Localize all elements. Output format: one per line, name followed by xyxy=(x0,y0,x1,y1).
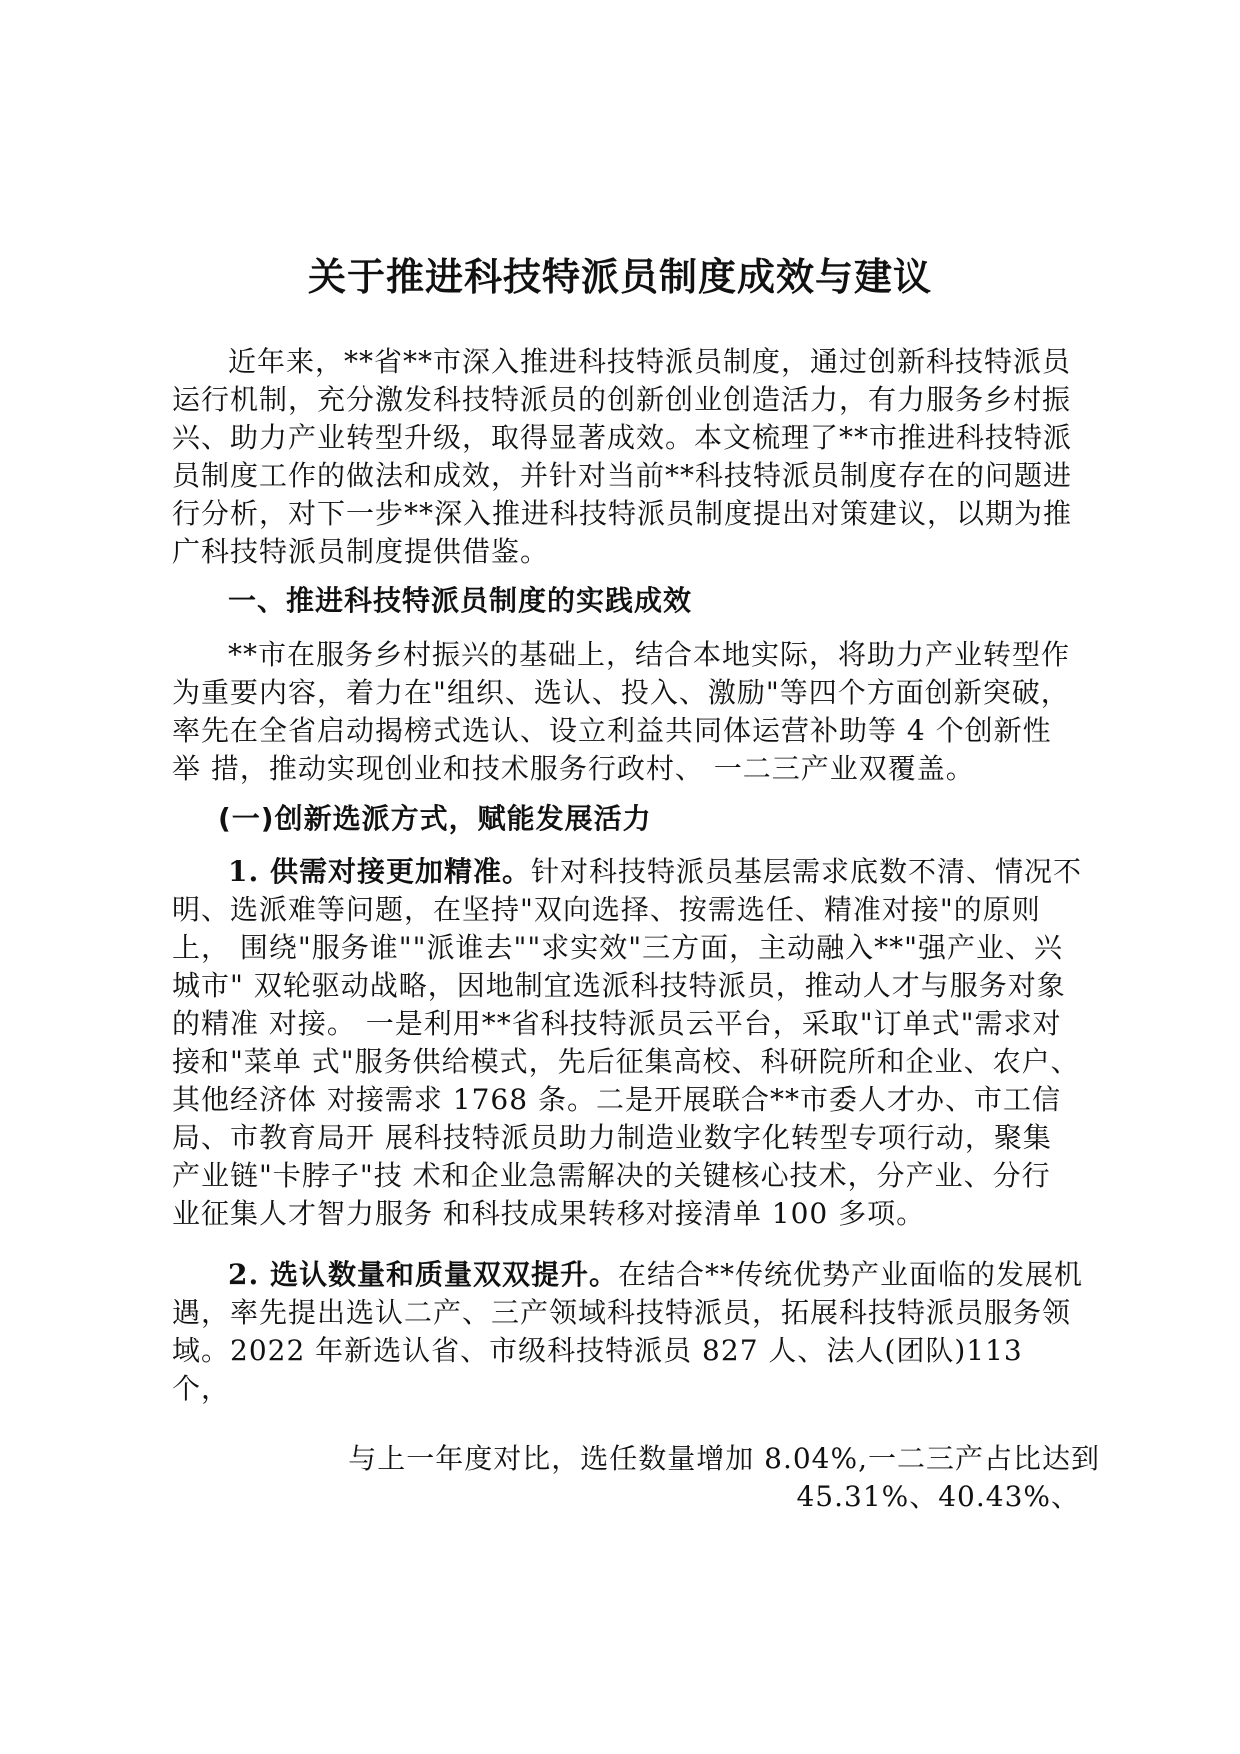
item1-line-3: 上， 围绕"服务谁""派谁去""求实效"三方面，主动融入**"强产业、兴 xyxy=(172,931,1064,964)
intro-line-4: 员制度工作的做法和成效，并针对当前**科技特派员制度存在的问题进 xyxy=(172,459,1073,492)
document-title: 关于推进科技特派员制度成效与建议 xyxy=(307,255,932,299)
subsection-heading-1: (一)创新选派方式，赋能发展活力 xyxy=(218,802,652,835)
section1-line-3: 率先在全省启动揭榜式选认、设立利益共同体运营补助等 4 个创新性 xyxy=(172,714,1052,747)
item2-line-4: 个， xyxy=(172,1372,231,1405)
section1-line-2: 为重要内容，着力在"组织、选认、投入、激励"等四个方面创新突破， xyxy=(172,676,1070,709)
item2-first-line xyxy=(228,1256,1083,1294)
item1-line-7: 其他经济体 对接需求 1768 条。二是开展联合**市委人才办、市工信 xyxy=(172,1083,1061,1116)
item1-line-4: 城市" 双轮驱动战略，因地制宜选派科技特派员，推动人才与服务对象 xyxy=(172,969,1066,1002)
item1-line-2: 明、选派难等问题，在坚持"双向选择、按需选任、精准对接"的原则 xyxy=(172,893,1041,926)
intro-line-6: 广科技特派员制度提供借鉴。 xyxy=(172,535,550,568)
item1-lead: 1. 供需对接更加精准。 xyxy=(228,855,531,888)
item2-line-3: 域。2022 年新选认省、市级科技特派员 827 人、法人(团队)113 xyxy=(172,1334,1023,1367)
item1-line-10: 业征集人才智力服务 和科技成果转移对接清单 100 多项。 xyxy=(172,1197,926,1230)
intro-line-5: 行分析，对下一步**深入推进科技特派员制度提出对策建议，以期为推 xyxy=(172,497,1073,530)
tail-line-2: 45.31%、40.43%、 xyxy=(796,1480,1080,1513)
section1-line-1: **市在服务乡村振兴的基础上，结合本地实际，将助力产业转型作 xyxy=(228,638,1071,671)
item2-line-2: 遇，率先提出选认二产、三产领域科技特派员，拓展科技特派员服务领 xyxy=(172,1296,1072,1329)
item1-first-rest: 针对科技特派员基层需求底数不清、情况不 xyxy=(530,855,1082,888)
item1-line-9: 产业链"卡脖子"技 术和企业急需解决的关键核心技术，分产业、分行 xyxy=(172,1159,1051,1192)
item1-line-5: 的精准 对接。 一是利用**省科技特派员云平台，采取"订单式"需求对 xyxy=(172,1007,1062,1040)
item2-first-rest: 在结合**传统优势产业面临的发展机 xyxy=(617,1258,1083,1291)
tail-line-1: 与上一年度对比，选任数量增加 8.04%,一二三产占比达到 xyxy=(348,1442,1100,1475)
item2-lead: 2. 选认数量和质量双双提升。 xyxy=(228,1258,618,1291)
section1-line-4: 举 措，推动实现创业和技术服务行政村、 一二三产业双覆盖。 xyxy=(172,752,975,785)
item1-line-6: 接和"菜单 式"服务供给模式，先后征集高校、科研院所和企业、农户、 xyxy=(172,1045,1080,1078)
item1-line-8: 局、市教育局开 展科技特派员助力制造业数字化转型专项行动，聚集 xyxy=(172,1121,1052,1154)
intro-line-2: 运行机制，充分激发科技特派员的创新创业创造活力，有力服务乡村振 xyxy=(172,383,1072,416)
item1-first-line xyxy=(228,853,1082,891)
intro-line-3: 兴、助力产业转型升级，取得显著成效。本文梳理了**市推进科技特派 xyxy=(172,421,1073,454)
intro-line-1: 近年来，**省**市深入推进科技特派员制度，通过创新科技特派员 xyxy=(228,345,1072,378)
section-heading-1: 一、推进科技特派员制度的实践成效 xyxy=(228,584,693,617)
